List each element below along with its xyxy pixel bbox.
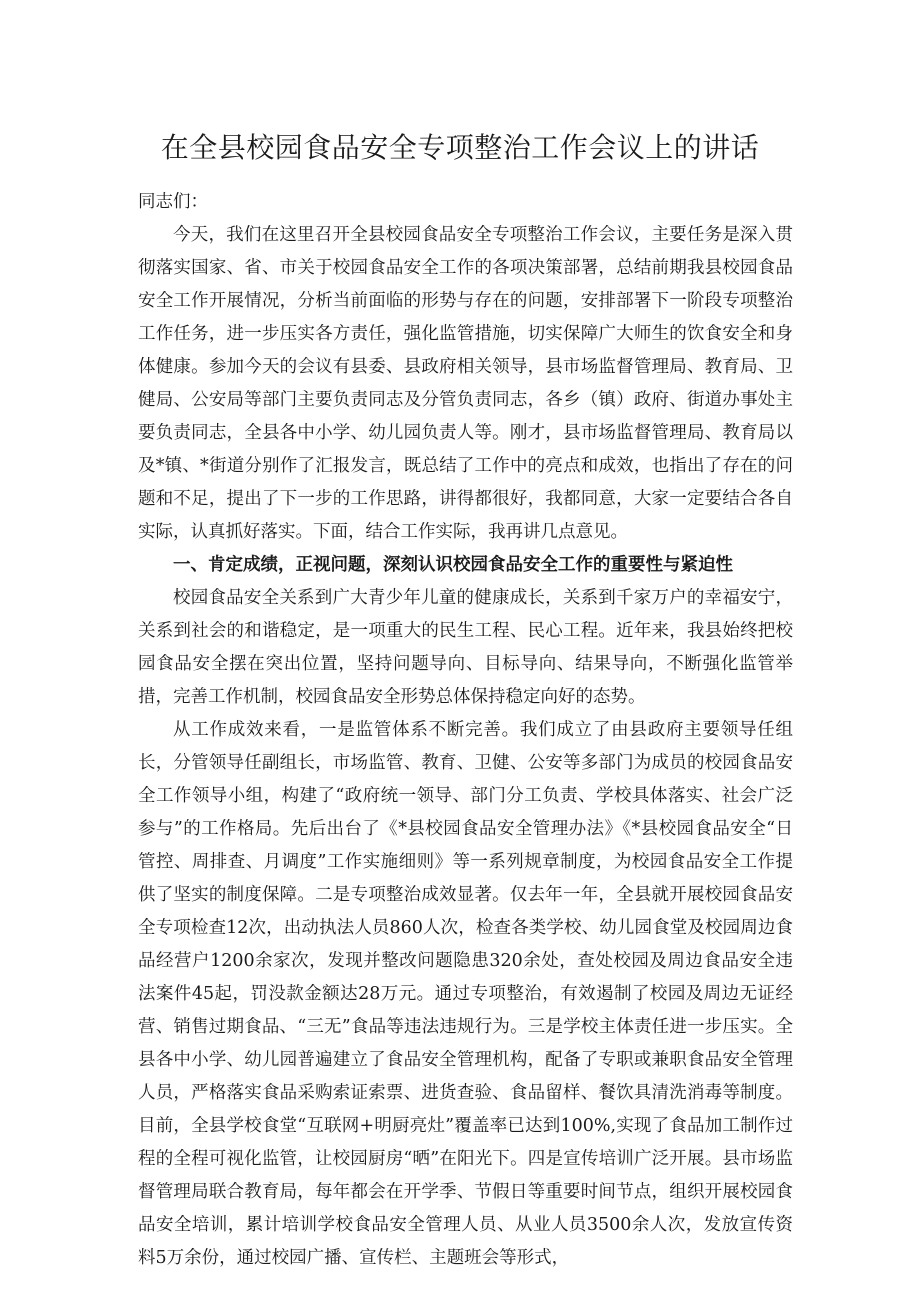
- document-title: 在全县校园食品安全专项整治工作会议上的讲话: [160, 131, 760, 164]
- salutation: 同志们：: [138, 192, 208, 212]
- section-paragraph: 校园食品安全关系到广大青少年儿童的健康成长，关系到千家万户的幸福安宁，关系到社会的和谐稳定，是一项重大的民生工程、民心工程。近年来，我县始终把校园食品安全摆在突出位置，坚持问题导向、目标导向、结果导向，不断强化监管举措，完善工作机制，校园食品安全形势总体保持稳定向好的态势。: [138, 588, 793, 707]
- document-body: [138, 186, 793, 1275]
- section-heading: 一、肯定成绩，正视问题，深刻认识校园食品安全工作的重要性与紧迫性: [173, 555, 733, 575]
- opening-paragraph: 今天，我们在这里召开全县校园食品安全专项整治工作会议，主要任务是深入贯彻落实国家、省、市关于校园食品安全工作的各项决策部署，总结前期我县校园食品安全工作开展情况，分析当前面临的形势与存在的问题，安排部署下一阶段专项整治工作任务，进一步压实各方责任，强化监管措施，切实保障广大师生的饮食安全和身体健康。参加今天的会议有县委、县政府相关领导，县市场监督管理局、教育局、卫健局、公安局等部门主要负责同志及分管负责同志，各乡（镇）政府、街道办事处主要负责同志，全县各中小学、幼儿园负责人等。刚才，县市场监督管理局、教育局以及*镇、*街道分别作了汇报发言，既总结了工作中的亮点和成效，也指出了存在的问题和不足，提出了下一步的工作思路，讲得都很好，我都同意，大家一定要结合各自实际，认真抓好落实。下面，结合工作实际，我再讲几点意见。: [138, 225, 793, 542]
- section-paragraph: 从工作成效来看，一是监管体系不断完善。我们成立了由县政府主要领导任组长，分管领导任副组长，市场监管、教育、卫健、公安等多部门为成员的校园食品安全工作领导小组，构建了“政府统一领导、部门分工负责、学校具体落实、社会广泛参与”的工作格局。先后出台了《*县校园食品安全管理办法》《*县校园食品安全“日管控、周排查、月调度”工作实施细则》等一系列规章制度，为校园食品安全工作提供了坚实的制度保障。二是专项整治成效显著。仅去年一年，全县就开展校园食品安全专项检查12次，出动执法人员860人次，检查各类学校、幼儿园食堂及校园周边食品经营户1200余家次，发现并整改问题隐患320余处，查处校园及周边食品安全违法案件45起，罚没款金额达28万元。通过专项整治，有效遏制了校园及周边无证经营、销售过期食品、“三无”食品等违法违规行为。三是学校主体责任进一步压实。全县各中小学、幼儿园普遍建立了食品安全管理机构，配备了专职或兼职食品安全管理人员，严格落实食品采购索证索票、进货查验、食品留样、餐饮具清洗消毒等制度。目前，全县学校食堂“互联网+明厨亮灶”覆盖率已达到100%,实现了食品加工制作过程的全程可视化监管，让校园厨房“晒”在阳光下。四是宣传培训广泛开展。县市场监督管理局联合教育局，每年都会在开学季、节假日等重要时间节点，组织开展校园食品安全培训，累计培训学校食品安全管理人员、从业人员3500余人次，发放宣传资料5万余份，通过校园广播、宣传栏、主题班会等形式，: [138, 720, 793, 1268]
